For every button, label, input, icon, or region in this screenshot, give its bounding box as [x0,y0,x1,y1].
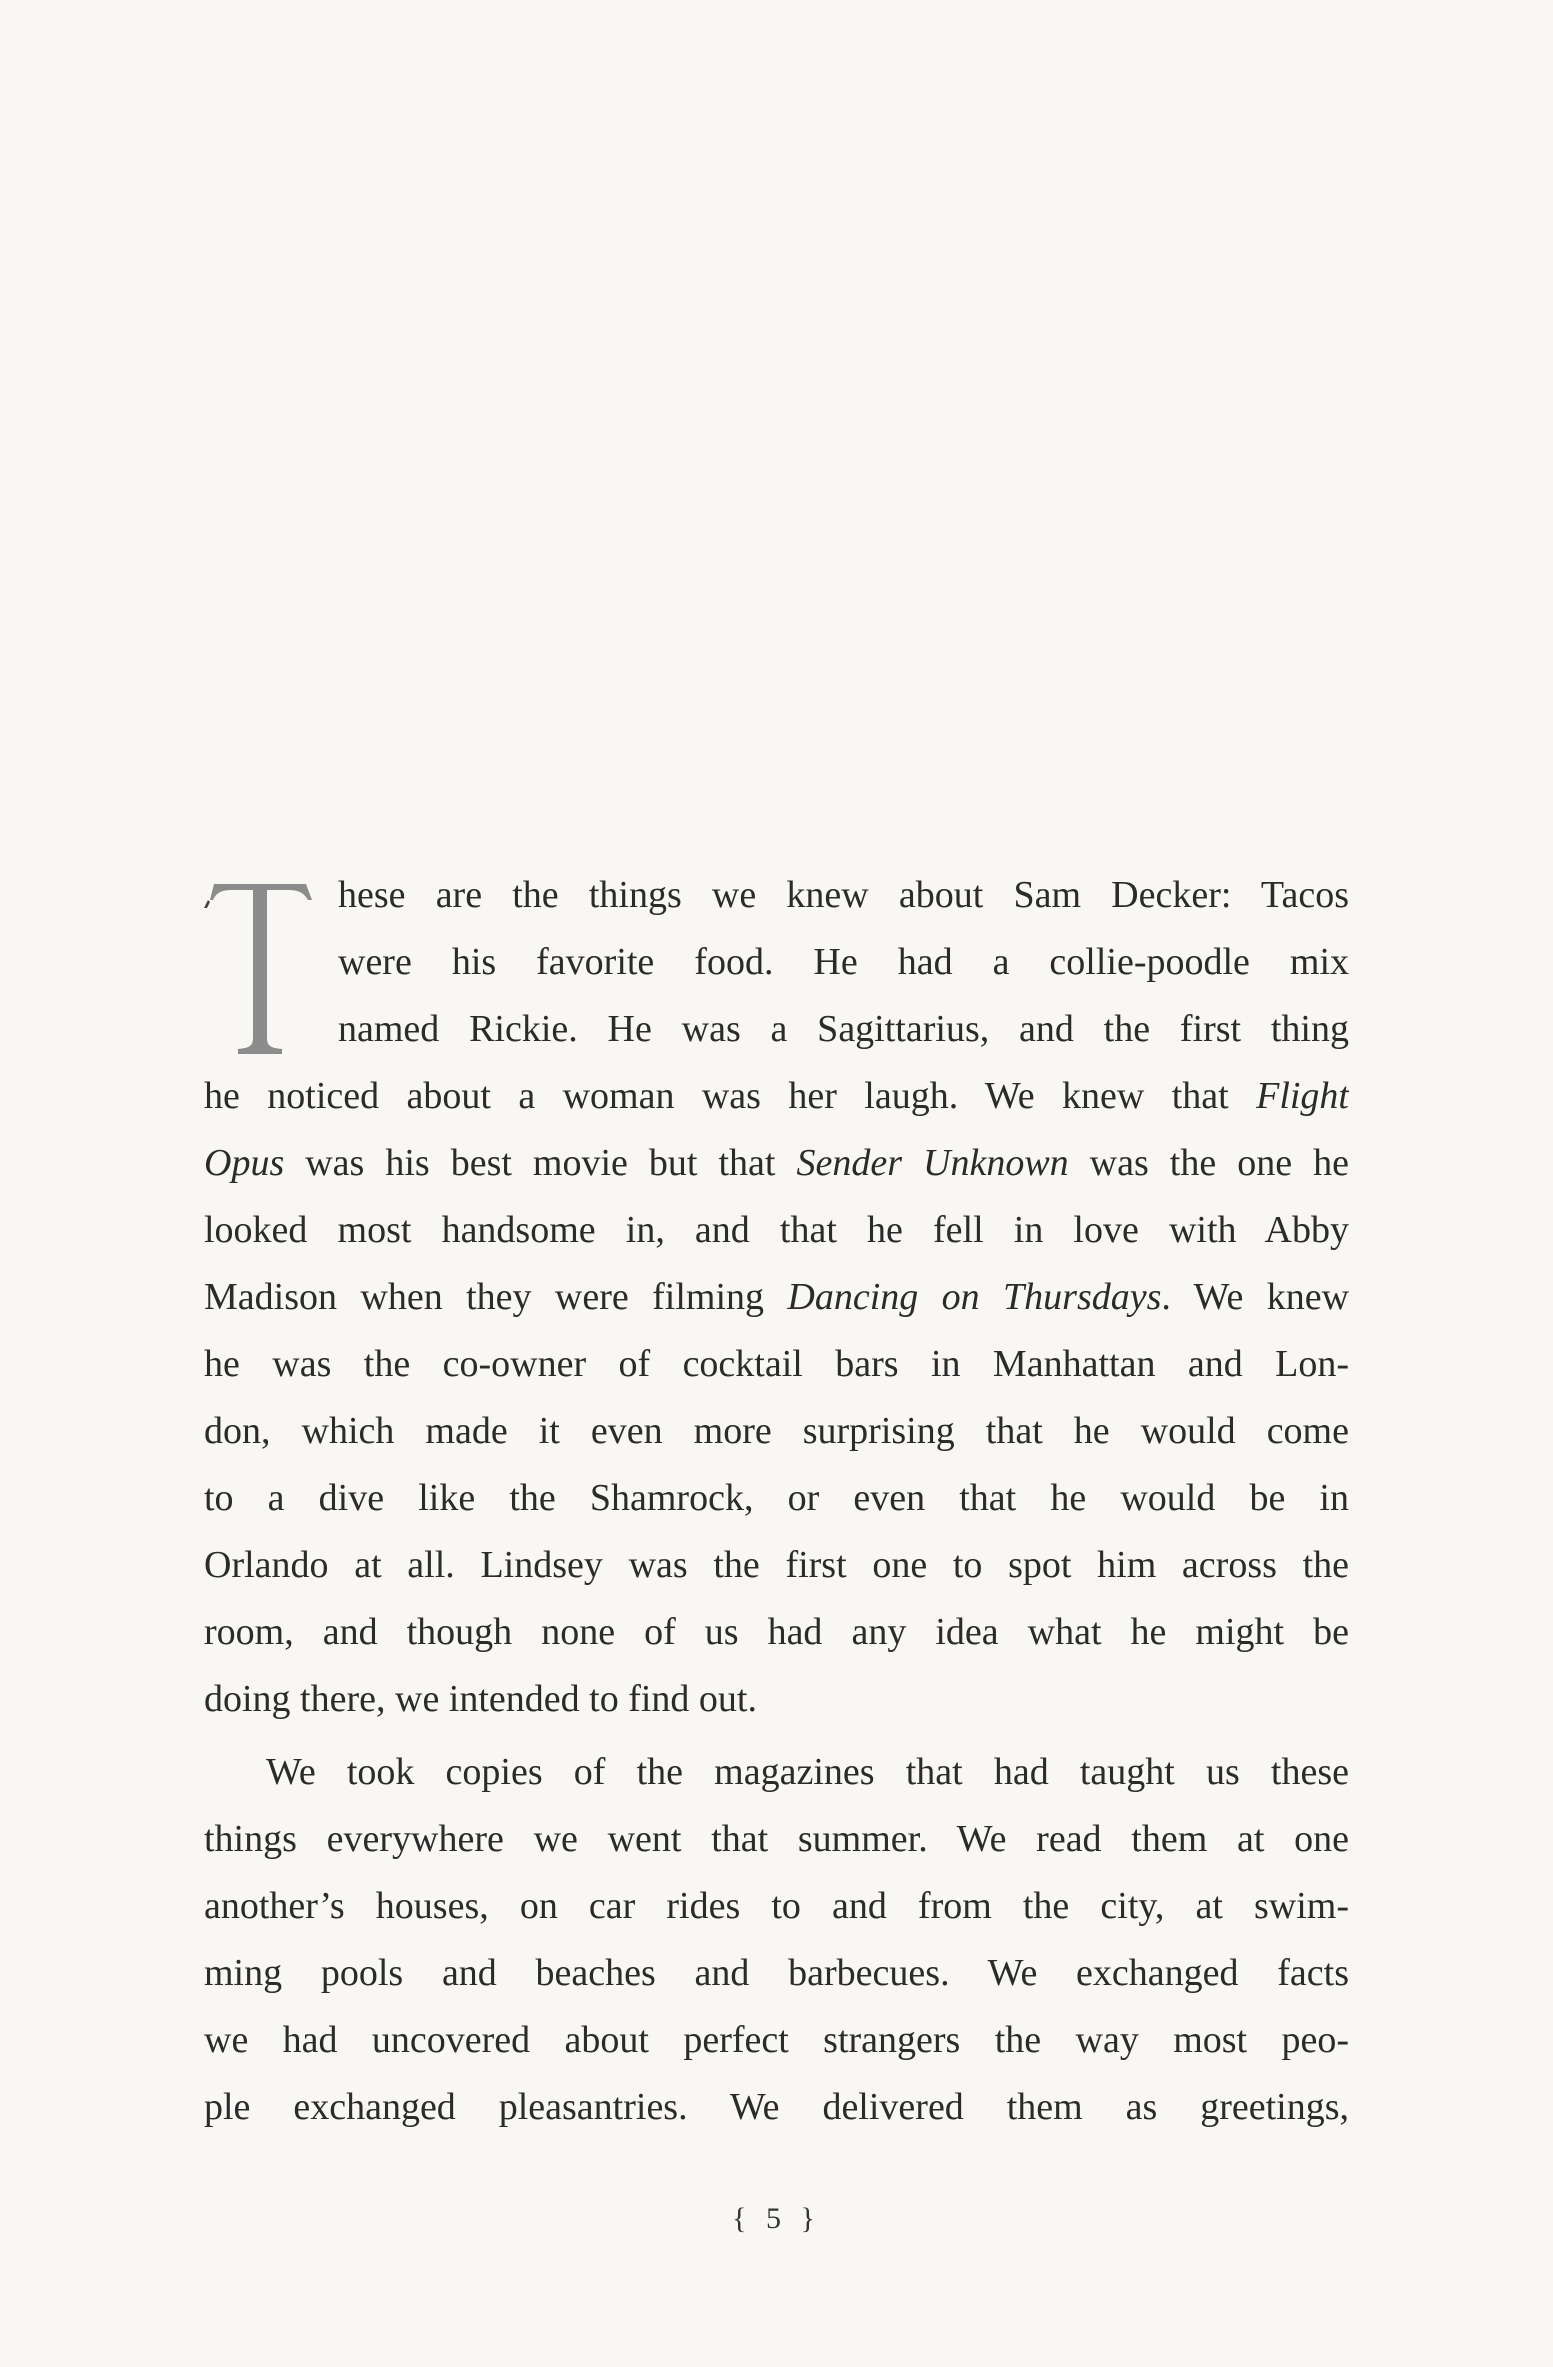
text-run: was the one he [1068,1142,1349,1184]
text-line [204,1130,1349,1197]
text-line: ming pools and beaches and barbecues. We exchanged facts [204,1952,1349,1994]
text-line: to a dive like the Shamrock, or even that he would be in [204,1477,1349,1519]
text-line: Orlando at all. Lindsey was the first one to spot him across the [204,1544,1349,1586]
text-line: don, which made it even more surprising that he would come [204,1410,1349,1452]
italic-title: Flight [1256,1075,1349,1117]
text-line: were his favorite food. He had a collie-poodle mix [338,941,1349,983]
text-line: doing there, we intended to find out. [204,1678,757,1720]
text-line: hese are the things we knew about Sam Decker: Tacos [338,874,1349,916]
text-line: things everywhere we went that summer. We read them at one [204,1818,1349,1860]
text-line [204,1264,1349,1331]
italic-title: Sender Unknown [796,1142,1069,1184]
body-text [204,862,1349,2141]
page-number: { 5 } [732,2202,821,2235]
italic-title: Opus [204,1142,285,1184]
italic-title: Dancing on Thursdays [787,1276,1162,1318]
text-run: . We knew [1161,1276,1349,1318]
text-line: another’s houses, on car rides to and from the city, at swim- [204,1885,1349,1927]
text-line: room, and though none of us had any idea what he might be [204,1611,1349,1653]
text-run: Madison when they were filming [204,1276,788,1318]
text-run: was his best movie but that [284,1142,797,1184]
text-line [204,1063,1349,1130]
text-line: ple exchanged pleasantries. We delivered them as greetings, [204,2086,1349,2128]
text-line: we had uncovered about perfect strangers the way most peo- [204,2019,1349,2061]
text-line: he was the co-owner of cocktail bars in Manhattan and Lon- [204,1343,1349,1385]
text-line: looked most handsome in, and that he fell in love with Abby [204,1209,1349,1251]
text-run: he noticed about a woman was her laugh. We knew that [204,1075,1257,1117]
text-line: We took copies of the magazines that had taught us these [266,1751,1349,1793]
text-line: named Rickie. He was a Sagittarius, and the first thing [338,1008,1349,1050]
